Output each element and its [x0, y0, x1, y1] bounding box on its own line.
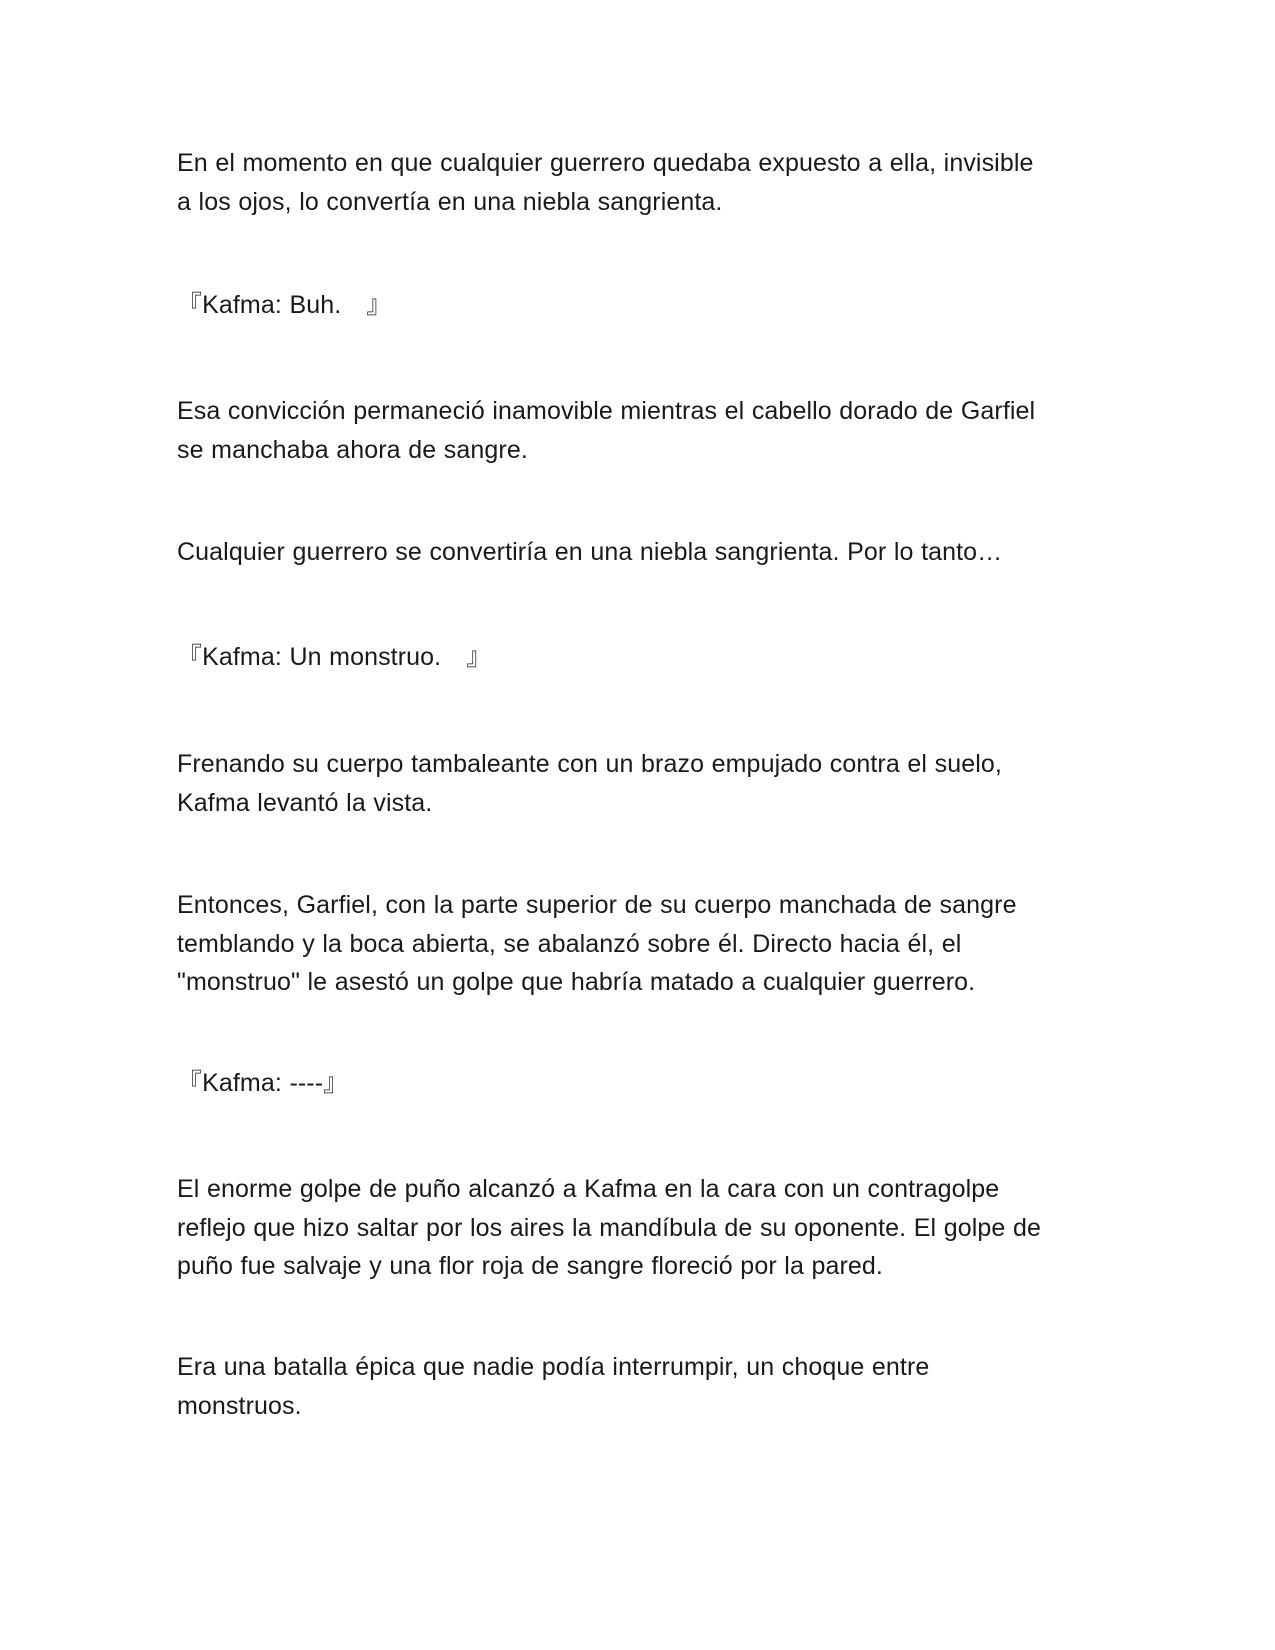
paragraph-line: reflejo que hizo saltar por los aires la mandíbula de su oponente. El golpe de — [177, 1213, 1041, 1242]
dialogue-kafma-dashes — [177, 1064, 1097, 1103]
paragraph-line: "monstruo" le asestó un golpe que habría matado a cualquier guerrero. — [177, 968, 976, 996]
paragraph-6 — [177, 1170, 1097, 1286]
paragraph-line: se manchaba ahora de sangre. — [177, 435, 528, 464]
paragraph-7 — [177, 1348, 1097, 1425]
paragraph-line: monstruos. — [177, 1391, 302, 1420]
paragraph-line: a los ojos, lo convertía en una niebla sangrienta. — [177, 187, 723, 216]
dialogue-line: 『Kafma: Buh. 』 — [177, 291, 392, 319]
paragraph-line: temblando y la boca abierta, se abalanzó sobre él. Directo hacia él, el — [177, 929, 962, 958]
paragraph-line: Kafma levantó la vista. — [177, 788, 433, 817]
dialogue-kafma-monstruo — [177, 638, 1097, 677]
paragraph-line: Cualquier guerrero se convertiría en una niebla sangrienta. Por lo tanto… — [177, 538, 1003, 566]
paragraph-5 — [177, 886, 1097, 1002]
paragraph-line: Era una batalla épica que nadie podía interrumpir, un choque entre — [177, 1353, 930, 1381]
paragraph-line: Frenando su cuerpo tambaleante con un brazo empujado contra el suelo, — [177, 750, 1002, 778]
paragraph-1 — [177, 144, 1097, 221]
paragraph-2 — [177, 392, 1097, 469]
paragraph-line: En el momento en que cualquier guerrero quedaba expuesto a ella, invisible — [177, 149, 1034, 177]
dialogue-line: 『Kafma: Un monstruo. 』 — [177, 643, 492, 671]
paragraph-4 — [177, 745, 1097, 822]
paragraph-line: Esa convicción permaneció inamovible mientras el cabello dorado de Garfiel — [177, 397, 1036, 425]
dialogue-line: 『Kafma: ----』 — [177, 1069, 349, 1097]
paragraph-3 — [177, 533, 1097, 572]
paragraph-line: El enorme golpe de puño alcanzó a Kafma en la cara con un contragolpe — [177, 1175, 1000, 1203]
paragraph-line: puño fue salvaje y una flor roja de sangre floreció por la pared. — [177, 1252, 883, 1280]
dialogue-kafma-buh — [177, 286, 1097, 325]
paragraph-line: Entonces, Garfiel, con la parte superior de su cuerpo manchada de sangre — [177, 891, 1017, 919]
